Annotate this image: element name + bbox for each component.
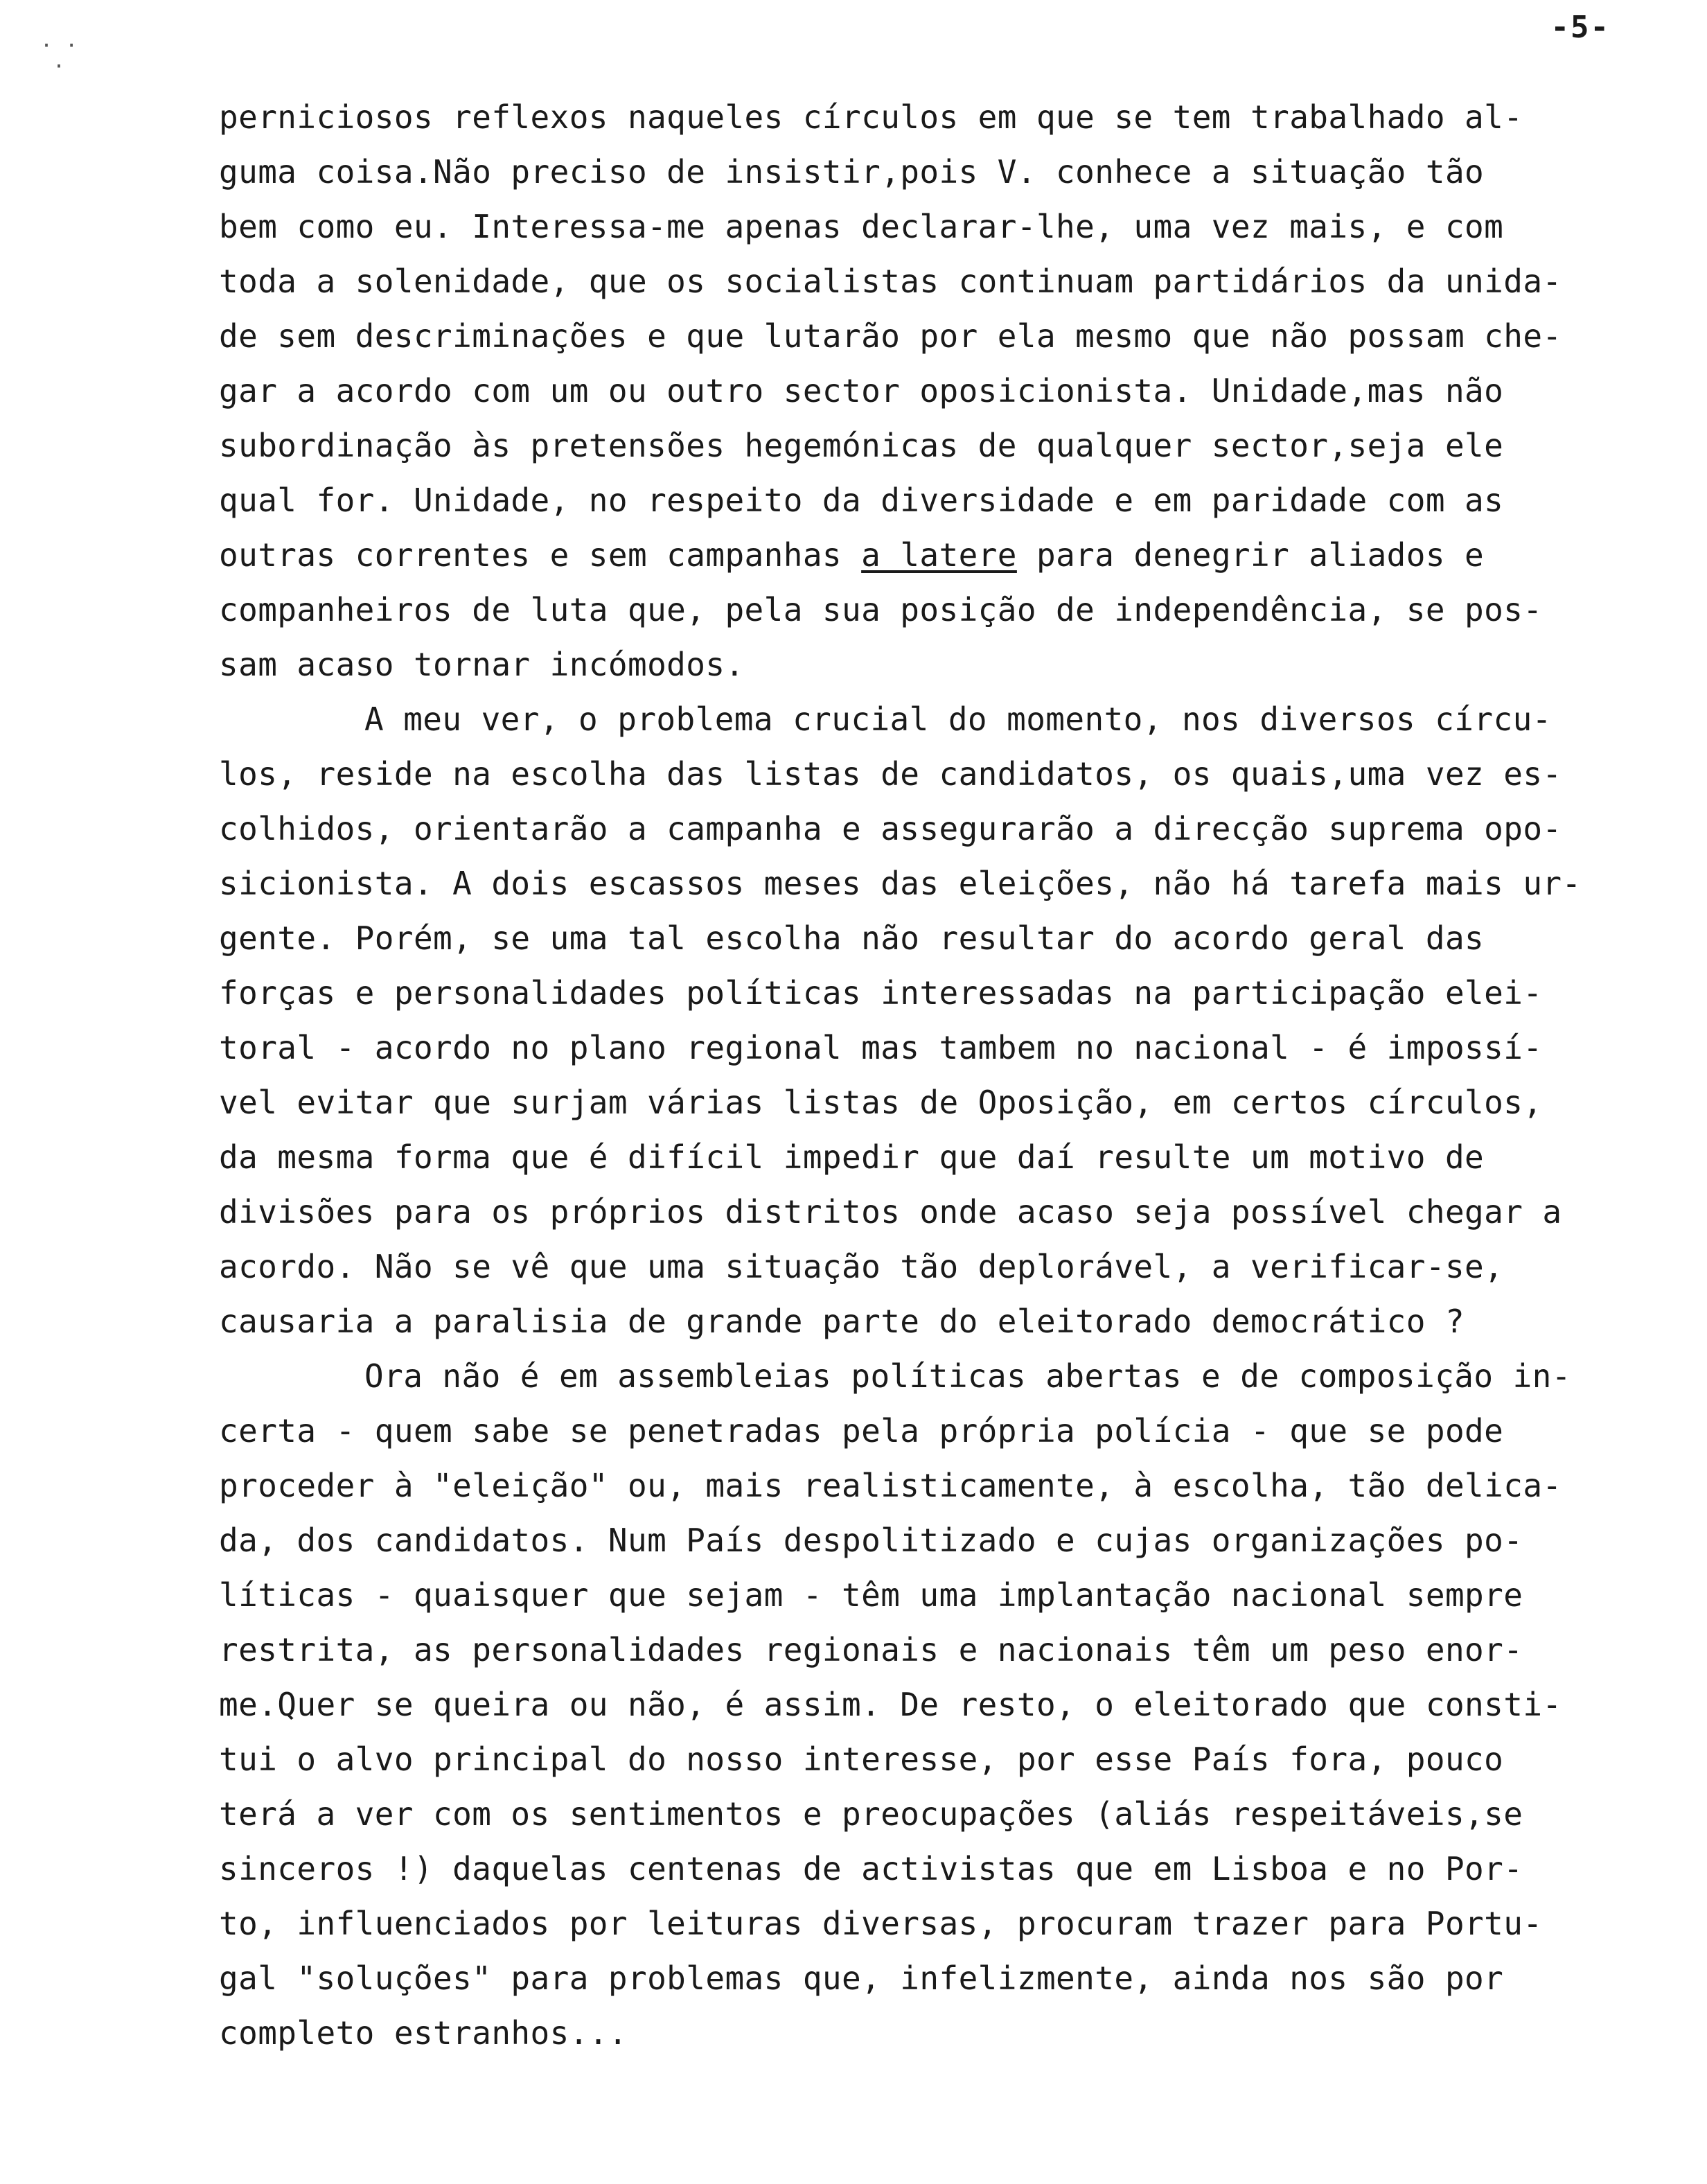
text-line: guma coisa.Não preciso de insistir,pois V. conhece a situação tão	[219, 153, 1485, 191]
text-segment: para denegrir aliados e	[1016, 536, 1485, 574]
text-line: subordinação às pretensões hegemónicas de qualquer sector,seja ele	[219, 427, 1504, 464]
text-line: A meu ver, o problema crucial do momento, nos diversos círcu-	[364, 701, 1552, 738]
text-line: perniciosos reflexos naqueles círculos em que se tem trabalhado al-	[219, 98, 1523, 136]
text-line: certa - quem sabe se penetradas pela própria polícia - que se pode	[219, 1412, 1504, 1450]
text-line: de sem descriminações e que lutarão por ela mesmo que não possam che-	[219, 317, 1562, 355]
paragraph-1	[219, 90, 1660, 692]
margin-specks-decoration: · · ·	[40, 34, 78, 79]
text-line: da, dos candidatos. Num País despolitizado e cujas organizações po-	[219, 1522, 1523, 1559]
text-line: causaria a paralisia de grande parte do eleitorado democrático ?	[219, 1303, 1465, 1340]
text-line: Ora não é em assembleias políticas abertas e de composição in-	[364, 1357, 1571, 1395]
text-line: vel evitar que surjam várias listas de Oposição, em certos círculos,	[219, 1084, 1543, 1121]
text-line: gente. Porém, se uma tal escolha não resultar do acordo geral das	[219, 919, 1485, 957]
text-line-with-latin-phrase	[219, 528, 1660, 583]
text-line: tui o alvo principal do nosso interesse, por esse País fora, pouco	[219, 1741, 1504, 1778]
underlined-latin-phrase: a latere	[861, 536, 1017, 574]
text-line: companheiros de luta que, pela sua posição de independência, se pos-	[219, 591, 1543, 628]
text-line: bem como eu. Interessa-me apenas declarar-lhe, uma vez mais, e com	[219, 208, 1504, 245]
text-line: gal "soluções" para problemas que, infelizmente, ainda nos são por	[219, 1960, 1504, 1997]
text-line: los, reside na escolha das listas de candidatos, os quais,uma vez es-	[219, 755, 1562, 793]
text-line: to, influenciados por leituras diversas, procuram trazer para Portu-	[219, 1905, 1543, 1942]
letter-body	[219, 90, 1660, 2061]
text-line: terá a ver com os sentimentos e preocupações (aliás respeitáveis,se	[219, 1795, 1523, 1833]
paragraph-2	[219, 692, 1660, 1349]
text-line: divisões para os próprios distritos onde acaso seja possível chegar a	[219, 1193, 1562, 1231]
text-line: forças e personalidades políticas interessadas na participação elei-	[219, 974, 1543, 1012]
text-line: líticas - quaisquer que sejam - têm uma implantação nacional sempre	[219, 1576, 1523, 1614]
page-number: -5-	[1550, 10, 1610, 45]
text-line: sam acaso tornar incómodos.	[219, 646, 745, 683]
text-segment: outras correntes e sem campanhas	[219, 536, 862, 574]
text-line: toda a solenidade, que os socialistas continuam partidários da unida-	[219, 263, 1562, 300]
text-line: qual for. Unidade, no respeito da diversidade e em paridade com as	[219, 482, 1504, 519]
text-line: da mesma forma que é difícil impedir que daí resulte um motivo de	[219, 1138, 1485, 1176]
text-line: gar a acordo com um ou outro sector oposicionista. Unidade,mas não	[219, 372, 1504, 410]
text-line: completo estranhos...	[219, 2014, 628, 2052]
text-line: toral - acordo no plano regional mas tambem no nacional - é impossí-	[219, 1029, 1543, 1066]
text-line: restrita, as personalidades regionais e nacionais têm um peso enor-	[219, 1631, 1523, 1668]
text-line: acordo. Não se vê que uma situação tão deplorável, a verificar-se,	[219, 1248, 1504, 1285]
text-line: me.Quer se queira ou não, é assim. De resto, o eleitorado que consti-	[219, 1686, 1562, 1723]
text-line: colhidos, orientarão a campanha e assegurarão a direcção suprema opo-	[219, 810, 1562, 847]
text-line: proceder à "eleição" ou, mais realisticamente, à escolha, tão delica-	[219, 1467, 1562, 1504]
paragraph-3	[219, 1349, 1660, 2061]
text-line: sicionista. A dois escassos meses das eleições, não há tarefa mais ur-	[219, 865, 1582, 902]
text-line: sinceros !) daquelas centenas de activistas que em Lisboa e no Por-	[219, 1850, 1523, 1887]
